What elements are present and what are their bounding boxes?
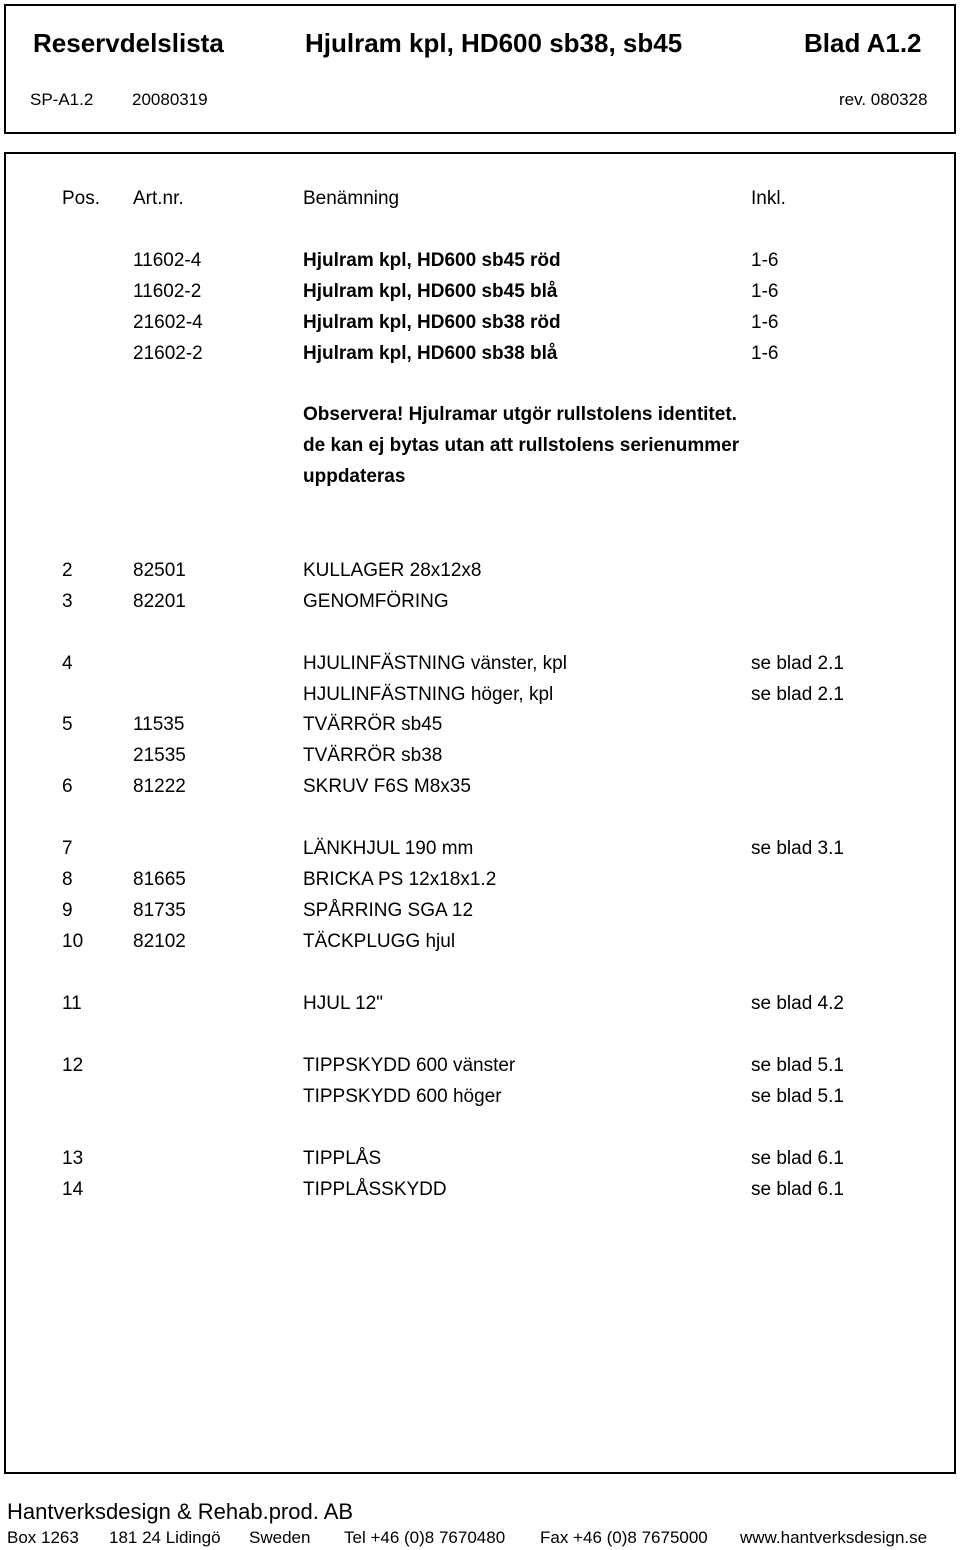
part-art: 82501 xyxy=(133,560,186,581)
part-pos: 13 xyxy=(62,1148,84,1169)
revision: rev. 080328 xyxy=(839,90,928,109)
part-pos: 12 xyxy=(62,1055,84,1076)
part-pos: 8 xyxy=(62,869,73,890)
part-pos: 11 xyxy=(62,993,82,1014)
frame-name: Hjulram kpl, HD600 sb45 blå xyxy=(303,281,558,302)
part-name: SKRUV F6S M8x35 xyxy=(303,776,471,797)
frame-name: Hjulram kpl, HD600 sb38 blå xyxy=(303,343,558,364)
frame-art: 21602-4 xyxy=(133,312,203,333)
part-ref: se blad 6.1 xyxy=(751,1148,844,1169)
part-art: 82201 xyxy=(133,591,186,612)
footer-website: www.hantverksdesign.se xyxy=(740,1528,928,1547)
note-line: uppdateras xyxy=(303,466,406,487)
part-art: 81222 xyxy=(133,776,186,797)
part-name: TIPPLÅSSKYDD xyxy=(303,1179,447,1200)
frame-incl: 1-6 xyxy=(751,343,779,364)
part-name: LÄNKHJUL 190 mm xyxy=(303,838,474,859)
part-ref: se blad 5.1 xyxy=(751,1055,844,1076)
part-ref: se blad 2.1 xyxy=(751,653,844,674)
part-art: 82102 xyxy=(133,931,186,952)
frame-incl: 1-6 xyxy=(751,281,779,302)
part-name: HJULINFÄSTNING höger, kpl xyxy=(303,684,554,705)
part-name: GENOMFÖRING xyxy=(303,591,449,612)
part-ref: se blad 5.1 xyxy=(751,1086,844,1107)
page-title: Hjulram kpl, HD600 sb38, sb45 xyxy=(305,28,683,58)
frame-incl: 1-6 xyxy=(751,250,779,271)
frame-incl: 1-6 xyxy=(751,312,779,333)
part-name: TVÄRRÖR sb45 xyxy=(303,714,443,735)
doc-type: Reservdelslista xyxy=(33,28,224,58)
frame-name: Hjulram kpl, HD600 sb38 röd xyxy=(303,312,561,333)
part-pos: 9 xyxy=(62,900,73,921)
part-ref: se blad 4.2 xyxy=(751,993,844,1014)
part-ref: se blad 6.1 xyxy=(751,1179,844,1200)
column-header-pos: Pos. xyxy=(62,188,101,209)
part-pos: 3 xyxy=(62,591,73,612)
part-pos: 6 xyxy=(62,776,73,797)
frame-name: Hjulram kpl, HD600 sb45 röd xyxy=(303,250,561,271)
column-header-incl: Inkl. xyxy=(751,188,786,209)
note-line: Observera! Hjulramar utgör rullstolens identitet. xyxy=(303,404,737,425)
footer-box: Box 1263 xyxy=(7,1528,79,1547)
doc-date: 20080319 xyxy=(132,90,208,109)
part-pos: 5 xyxy=(62,714,73,735)
company-name: Hantverksdesign & Rehab.prod. AB xyxy=(7,1499,354,1524)
part-pos: 2 xyxy=(62,560,73,581)
footer-fax: Fax +46 (0)8 7675000 xyxy=(540,1528,708,1547)
part-name: TIPPSKYDD 600 vänster xyxy=(303,1055,516,1076)
part-name: KULLAGER 28x12x8 xyxy=(303,560,482,581)
part-ref: se blad 3.1 xyxy=(751,838,844,859)
frame-art: 11602-2 xyxy=(133,281,202,302)
sheet-number: Blad A1.2 xyxy=(804,28,922,58)
frame-art: 11602-4 xyxy=(133,250,202,271)
part-art: 81735 xyxy=(133,900,186,921)
part-name: SPÅRRING SGA 12 xyxy=(303,900,474,921)
footer-postal: 181 24 Lidingö xyxy=(109,1528,221,1547)
part-name: TIPPSKYDD 600 höger xyxy=(303,1086,502,1107)
column-header-art: Art.nr. xyxy=(133,188,184,209)
footer-country: Sweden xyxy=(249,1528,311,1547)
part-art: 11535 xyxy=(133,714,185,735)
footer-tel: Tel +46 (0)8 7670480 xyxy=(344,1528,506,1547)
part-name: HJUL 12" xyxy=(303,993,383,1014)
frame-art: 21602-2 xyxy=(133,343,203,364)
part-art: 21535 xyxy=(133,745,186,766)
note-line: de kan ej bytas utan att rullstolens serienummer xyxy=(303,435,740,456)
part-pos: 14 xyxy=(62,1179,84,1200)
part-pos: 4 xyxy=(62,653,73,674)
header-box xyxy=(4,4,956,134)
part-name: TÄCKPLUGG hjul xyxy=(303,931,456,952)
doc-id: SP-A1.2 xyxy=(30,90,94,109)
column-header-name: Benämning xyxy=(303,188,400,209)
part-pos: 7 xyxy=(62,838,73,859)
part-name: BRICKA PS 12x18x1.2 xyxy=(303,869,497,890)
part-art: 81665 xyxy=(133,869,186,890)
part-pos: 10 xyxy=(62,931,84,952)
part-ref: se blad 2.1 xyxy=(751,684,844,705)
part-name: TVÄRRÖR sb38 xyxy=(303,745,443,766)
part-name: TIPPLÅS xyxy=(303,1148,382,1169)
part-name: HJULINFÄSTNING vänster, kpl xyxy=(303,653,567,674)
